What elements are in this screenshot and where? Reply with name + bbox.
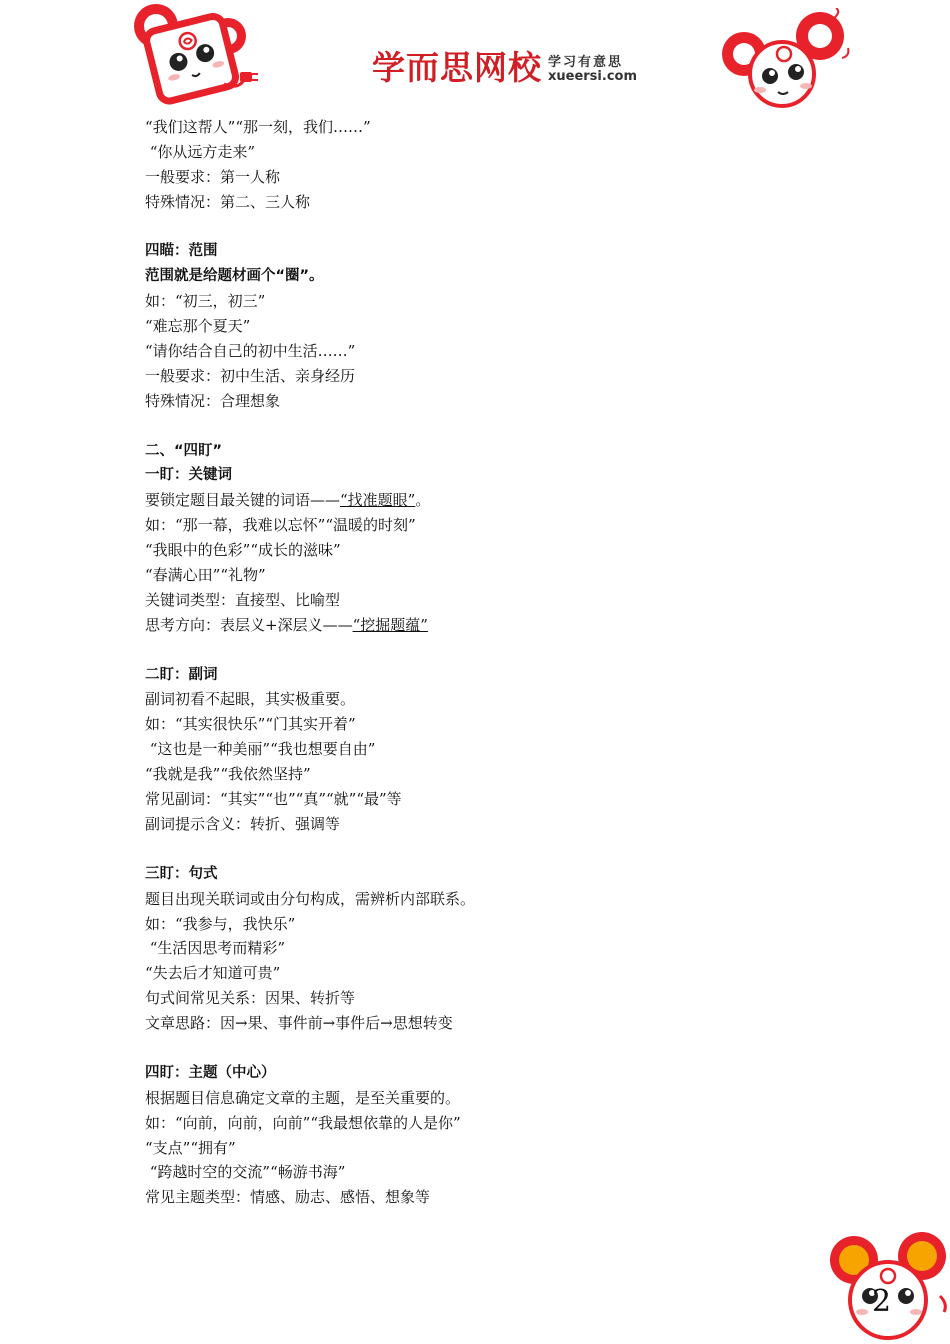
line-text: 副词初看不起眼，其实极重要。 xyxy=(145,690,356,709)
text-line xyxy=(145,1136,845,1161)
text-line xyxy=(145,812,845,837)
line-text: “我们这帮人”“那一刻，我们……” xyxy=(145,118,371,136)
line-text: 副词提示含义：转折、强调等 xyxy=(145,814,341,833)
line-text: 如：“其实很快乐”“门其实开着” xyxy=(145,715,356,734)
text-line xyxy=(145,488,845,513)
line-text: “你从远方走来” xyxy=(145,142,256,161)
text-line xyxy=(145,737,845,762)
text-line xyxy=(145,140,845,165)
line-text: 常见副词：“其实”“也”“真”“就”“最”等 xyxy=(145,790,402,809)
section-heading xyxy=(145,439,845,464)
text-line xyxy=(145,588,845,613)
line-text: “支点”“拥有” xyxy=(145,1138,236,1157)
line-text: 句式间常见关系：因果、转折等 xyxy=(145,989,356,1008)
section-heading xyxy=(145,463,845,488)
section-heading xyxy=(145,663,845,688)
line-text: 题目出现关联词或由分句构成，需辨析内部联系。 xyxy=(145,889,476,908)
text-line xyxy=(145,1160,845,1185)
line-text: “春满心田”“礼物” xyxy=(145,566,266,585)
blank-line xyxy=(145,638,845,663)
text-line xyxy=(145,1086,845,1111)
text-line xyxy=(145,538,845,563)
line-text: “跨越时空的交流”“畅游书海” xyxy=(145,1163,346,1182)
line-text: 二、“四盯” xyxy=(145,442,223,459)
underlined-phrase: “找准题眼” xyxy=(340,491,416,510)
line-text: 如：“向前，向前，向前”“我最想依靠的人是你” xyxy=(145,1113,461,1132)
line-text: 常见主题类型：情感、励志、感悟、想象等 xyxy=(145,1188,431,1207)
brand-url: xueersi.com xyxy=(548,69,638,84)
underlined-phrase: “挖掘题蕴” xyxy=(352,615,428,634)
line-text: 关键词类型：直接型、比喻型 xyxy=(145,590,341,609)
line-text: 如：“我参与，我快乐” xyxy=(145,914,296,933)
text-line xyxy=(145,613,845,638)
text-line xyxy=(145,289,845,314)
text-line xyxy=(145,115,845,140)
line-text: 特殊情况：合理想象 xyxy=(145,391,281,410)
blank-line xyxy=(145,215,845,240)
line-text: 如：“初三，初三” xyxy=(145,292,266,311)
line-text: 根据题目信息确定文章的主题，是至关重要的。 xyxy=(145,1088,461,1107)
section-heading xyxy=(145,239,845,264)
line-text: 一盯：关键词 xyxy=(145,467,232,484)
section-subheading xyxy=(145,264,845,289)
brand-name: 学而思网校 xyxy=(372,48,542,87)
blank-line xyxy=(145,1036,845,1061)
line-text: “我就是我”“我依然坚持” xyxy=(145,765,311,784)
line-text: 要锁定题目最关键的词语—— xyxy=(145,491,341,510)
line-text: 一般要求：第一人称 xyxy=(145,167,281,186)
text-line xyxy=(145,190,845,215)
document-body xyxy=(145,115,845,1210)
text-line xyxy=(145,563,845,588)
text-line xyxy=(145,314,845,339)
text-line xyxy=(145,961,845,986)
line-text: 特殊情况：第二、三人称 xyxy=(145,192,311,211)
text-line xyxy=(145,1185,845,1210)
blank-line xyxy=(145,414,845,439)
brand-side xyxy=(548,56,637,88)
line-text: 如：“那一幕，我难以忘怀”“温暖的时刻” xyxy=(145,516,416,535)
text-line xyxy=(145,513,845,538)
line-text: “这也是一种美丽”“我也想要自由” xyxy=(145,740,376,759)
text-line xyxy=(145,389,845,414)
text-line xyxy=(145,912,845,937)
section-heading xyxy=(145,862,845,887)
line-text: 文章思路：因→果、事件前→事件后→思想转变 xyxy=(145,1014,453,1033)
text-line xyxy=(145,687,845,712)
text-line xyxy=(145,1111,845,1136)
line-text: “我眼中的色彩”“成长的滋味” xyxy=(145,541,341,560)
text-line xyxy=(145,364,845,389)
line-text-tail: 。 xyxy=(415,491,431,510)
section-heading xyxy=(145,1061,845,1086)
text-line xyxy=(145,986,845,1011)
mascot-right-icon xyxy=(716,8,852,112)
text-line xyxy=(145,1011,845,1036)
line-text: 思考方向：表层义+深层义—— xyxy=(145,615,353,634)
line-text: 范围就是给题材画个“圈”。 xyxy=(145,268,324,285)
line-text: 二盯：副词 xyxy=(145,666,218,683)
brand-logo xyxy=(372,48,637,88)
line-text: 三盯：句式 xyxy=(145,865,218,882)
blank-line xyxy=(145,837,845,862)
text-line xyxy=(145,339,845,364)
text-line xyxy=(145,787,845,812)
line-text: “生活因思考而精彩” xyxy=(145,939,286,958)
line-text: “请你结合自己的初中生活……” xyxy=(145,342,356,361)
text-line xyxy=(145,936,845,961)
text-line xyxy=(145,712,845,737)
page-number: 2 xyxy=(872,1284,892,1319)
line-text: 四盯：主题（中心） xyxy=(145,1064,276,1081)
line-text: 一般要求：初中生活、亲身经历 xyxy=(145,366,356,385)
line-text: “难忘那个夏天” xyxy=(145,317,251,336)
text-line xyxy=(145,165,845,190)
text-line xyxy=(145,887,845,912)
line-text: “失去后才知道可贵” xyxy=(145,964,281,983)
mascot-left-icon xyxy=(132,0,260,108)
text-line xyxy=(145,762,845,787)
brand-slogan: 学习有意思 xyxy=(548,55,624,70)
line-text: 四瞄：范围 xyxy=(145,243,218,260)
